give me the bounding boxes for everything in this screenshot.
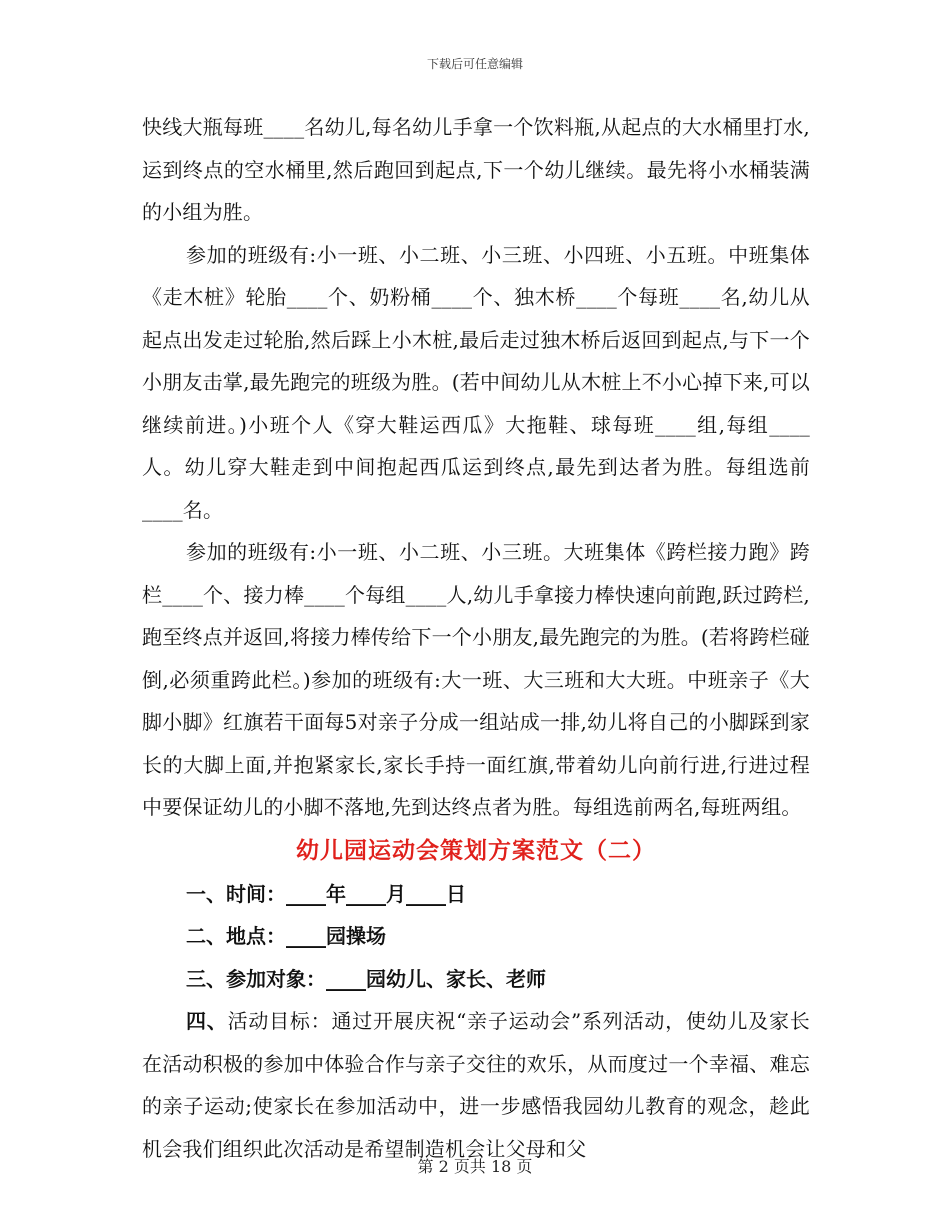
paragraph-3: 参加的班级有:小一班、小二班、小三班。大班集体《跨栏接力跑》跨栏____个、接力棒____个每组____人,幼儿手拿接力棒快速向前跑,跃过跨栏,跑至终点并返回,将接力棒传给下一个小朋友,最先跑完的为胜。(若将跨栏碰倒,必须重跨此栏。)参加的班级有:大一班、大三班和大大班。中班亲子《大脚小脚》红旗若干面每5对亲子分成一组站成一排,幼儿将自己的小脚踩到家长的大脚上面,并抱紧家长,家长手持一面红旗,带着幼儿向前行进,行进过程中要保证幼儿的小脚不落地,先到达终点者为胜。每组选前两名,每班两组。	[142, 540, 810, 819]
item-participants: 三、参加对象：____园幼儿、家长、老师	[186, 966, 546, 991]
document-body	[142, 106, 810, 1170]
section-title: 幼儿园运动会策划方案范文（二）	[296, 837, 656, 864]
goal-text: 活动目标：通过开展庆祝“亲子运动会”系列活动，使幼儿及家长在活动积极的参加中体验合作与亲子交往的欢乐，从而度过一个幸福、难忘的亲子运动;使家长在参加活动中，进一步感悟我园幼儿教育的观念，趁此机会我们组织此次活动是希望制造机会让父母和父	[142, 1009, 810, 1161]
page-header: 下载后可任意编辑	[426, 57, 523, 71]
paragraph-1: 快线大瓶每班____名幼儿,每名幼儿手拿一个饮料瓶,从起点的大水桶里打水,运到终点的空水桶里,然后跑回到起点,下一个幼儿继续。最先将小水桶装满的小组为胜。	[142, 115, 810, 224]
page-footer: 第 2 页共 18 页	[417, 1157, 533, 1176]
item-location: 二、地点：____园操场	[186, 924, 386, 948]
paragraph-2: 参加的班级有:小一班、小二班、小三班、小四班、小五班。中班集体《走木桩》轮胎____个、奶粉桶____个、独木桥____个每班____名,幼儿从起点出发走过轮胎,然后踩上小木桩,最后走过独木桥后返回到起点,与下一个小朋友击掌,最先跑完的班级为胜。(若中间幼儿从木桩上不小心掉下来,可以继续前进。)小班个人《穿大鞋运西瓜》大拖鞋、球每班____组,每组____人。幼儿穿大鞋走到中间抱起西瓜运到终点,最先到达者为胜。每组选前____名。	[142, 242, 810, 522]
goal-lead: 四、	[186, 1009, 228, 1033]
goal-paragraph	[142, 1000, 810, 1170]
item-time: 一、时间：____年____月____日	[186, 881, 466, 906]
